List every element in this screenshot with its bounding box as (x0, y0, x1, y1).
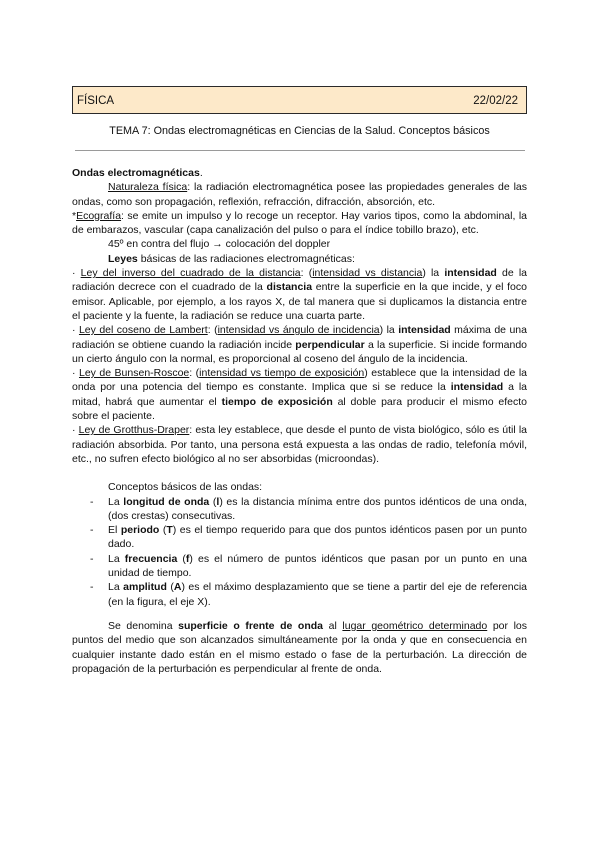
leyes-intro: Leyes básicas de las radiaciones electromagnéticas: (108, 252, 355, 265)
section-title: Ondas electromagnéticas. (72, 167, 203, 179)
document-body (72, 166, 527, 676)
ecografia-paragraph: *Ecografía: se emite un impulso y lo recoge un receptor. Hay varios tipos, como la abdominal, la de embarazos, vascular (capa canalización del pulso o para el índice tobillo brazo), etc. (72, 209, 527, 237)
list-item: - La frecuencia (f) es el número de puntos idénticos que pasan por un punto en una unidad de tiempo. (90, 552, 527, 580)
list-item: - La longitud de onda (l) es la distancia mínima entre dos puntos idénticos de una onda, (dos crestas) consecutivas. (90, 495, 527, 522)
naturaleza-paragraph: Naturaleza física: la radiación electromagnética posee las propiedades generales de las ondas, como son propagación, reflexión, refracción, difracción, absorción, etc. (72, 181, 527, 208)
topic-title: TEMA 7: Ondas electromagnéticas en Ciencias de la Salud. Conceptos básicos (109, 125, 490, 137)
ley-bunsen-roscoe: · Ley de Bunsen-Roscoe: (intensidad vs tiempo de exposición) establece que la intensidad de la onda por una potencia del tiempo es constante. Implica que si se reduce la intensidad a la mitad, habrá que aumentar el tiempo de exposición al doble para producir el mismo efecto sobre el paciente. (72, 367, 527, 423)
frente-onda-paragraph: Se denomina superficie o frente de onda al lugar geométrico determinado por los puntos del medio que son alcanzados simultáneamente por la onda y que en consecuencia en cualquier instante dado están en el mismo estado o fase de la perturbación. La dirección de propagación de la perturbación es perpendicular al frente de onda. (72, 619, 528, 675)
header-box (72, 86, 527, 114)
ley-coseno-lambert: · Ley del coseno de Lambert: (intensidad vs ángulo de incidencia) la intensidad máxima de una radiación se obtiene cuando la radiación incide perpendicular a la superficie. Si incide formando un cierto ángulo con la normal, es proporcional al coseno del ángulo de la incidencia. (72, 324, 528, 365)
divider (75, 150, 525, 151)
doppler-note: 45º en contra del flujo → colocación del doppler (108, 238, 331, 251)
subject-label: FÍSICA (77, 95, 115, 107)
list-item: - El periodo (T) es el tiempo requerido para que dos puntos idénticos pasen por un punto dado. (90, 524, 527, 551)
spacer (72, 466, 527, 480)
ley-grotthus-draper: · Ley de Grotthus-Draper: esta ley establece, que desde el punto de vista biológico, sólo es útil la radiación absorbida. Por tanto, una persona está expuesta a las ondas de radio, telefonía móvil, etc., no sufren efecto biológico al no ser absorbidas (microondas). (72, 424, 527, 465)
date-label: 22/02/22 (473, 95, 518, 107)
list-item: - La amplitud (A) es el máximo desplazamiento que se tiene a partir del eje de referencia (en la figura, el eje X). (90, 581, 527, 608)
conceptos-title: Conceptos básicos de las ondas: (108, 481, 263, 494)
ley-inverso-cuadrado: · Ley del inverso del cuadrado de la distancia: (intensidad vs distancia) la intensidad de la radiación decrece con el cuadrado de la distancia entre la superficie en la que incide, y el foco emisor. Aplicable, por ejemplo, a los rayos X, de tal manera que si duplicamos la distancia entre el paciente y la fuente, la radiación se reduce una cuarta parte. (72, 267, 527, 322)
spacer (72, 609, 527, 619)
conceptos-list (72, 495, 527, 609)
